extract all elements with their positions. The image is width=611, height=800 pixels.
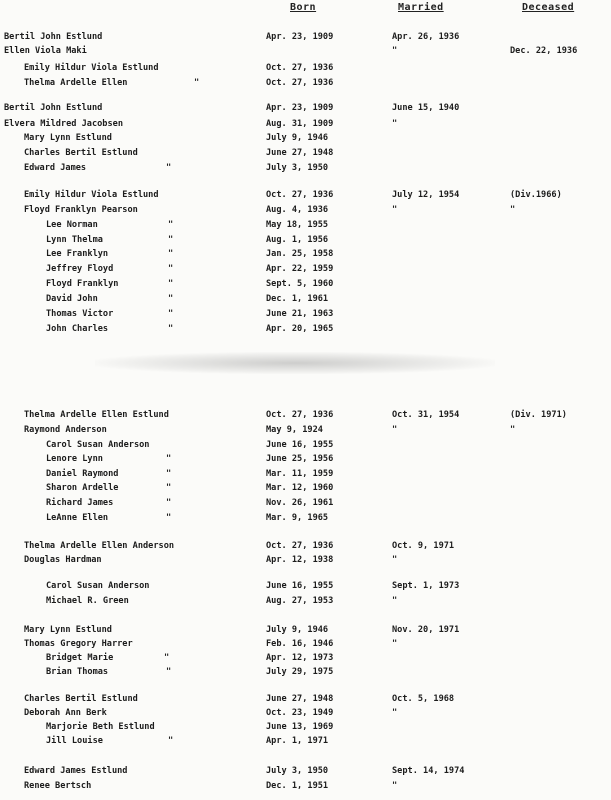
person-name: Lynn Thelma [46,235,103,245]
born-date: June 27, 1948 [266,148,334,158]
born-date: Mar. 12, 1960 [266,483,334,493]
table-row [0,44,611,58]
table-row [0,553,611,567]
person-name: Mary Lynn Estlund [24,625,112,635]
table-row [0,262,611,276]
born-date: Aug. 31, 1909 [266,119,334,129]
table-row [0,623,611,637]
born-date: Oct. 27, 1936 [266,190,334,200]
person-name: Bridget Marie [46,653,114,663]
married-date: Apr. 26, 1936 [392,32,460,42]
column-header-married: Married [398,2,444,13]
married-date: Oct. 31, 1954 [392,410,460,420]
table-row [0,692,611,706]
deceased-date: (Div.1966) [510,190,562,200]
person-name: Douglas Hardman [24,555,102,565]
person-name: Edward James Estlund [24,766,128,776]
table-row [0,408,611,422]
ditto-mark: " [166,483,172,493]
born-date: Apr. 1, 1971 [266,736,329,746]
born-date: Apr. 22, 1959 [266,264,334,274]
ditto-mark: " [168,249,174,259]
column-header-deceased: Deceased [522,2,575,13]
born-date: Mar. 11, 1959 [266,469,334,479]
table-row [0,764,611,778]
born-date: Oct. 27, 1936 [266,63,334,73]
person-name: Thelma Ardelle Ellen [24,78,128,88]
married-date: " [392,596,398,606]
person-name: Ellen Viola Maki [4,46,87,56]
born-date: Nov. 26, 1961 [266,498,334,508]
table-row [0,307,611,321]
table-row [0,292,611,306]
table-row [0,637,611,651]
table-row [0,481,611,495]
table-row [0,467,611,481]
married-date: " [392,205,398,215]
ditto-mark: " [166,163,172,173]
ditto-mark: " [166,667,172,677]
table-row [0,247,611,261]
person-name: Richard James [46,498,114,508]
ditto-mark: " [168,736,174,746]
person-name: Thomas Victor [46,309,114,319]
born-date: Oct. 27, 1936 [266,410,334,420]
born-date: June 25, 1956 [266,454,334,464]
married-date: Nov. 20, 1971 [392,625,460,635]
person-name: Bertil John Estlund [4,32,103,42]
table-row [0,161,611,175]
person-name: Jeffrey Floyd [46,264,114,274]
ditto-mark: " [166,498,172,508]
table-row [0,665,611,679]
ditto-mark: " [194,78,200,88]
married-date: " [392,639,398,649]
person-name: John Charles [46,324,109,334]
born-date: Dec. 1, 1951 [266,781,329,791]
born-date: Jan. 25, 1958 [266,249,334,259]
table-row [0,101,611,115]
person-name: LeAnne Ellen [46,513,109,523]
person-name: Floyd Franklyn Pearson [24,205,138,215]
person-name: David John [46,294,98,304]
married-date: Sept. 14, 1974 [392,766,465,776]
person-name: Lee Norman [46,220,98,230]
person-name: Daniel Raymond [46,469,119,479]
born-date: Oct. 27, 1936 [266,541,334,551]
ditto-mark: " [166,469,172,479]
born-date: Oct. 27, 1936 [266,78,334,88]
born-date: June 13, 1969 [266,722,334,732]
person-name: Brian Thomas [46,667,109,677]
person-name: Thelma Ardelle Ellen Anderson [24,541,175,551]
ditto-mark: " [164,653,170,663]
born-date: July 29, 1975 [266,667,334,677]
ditto-mark: " [168,309,174,319]
table-row [0,218,611,232]
table-row [0,131,611,145]
deceased-date: " [510,205,516,215]
ditto-mark: " [168,294,174,304]
born-date: May 18, 1955 [266,220,329,230]
table-row [0,76,611,90]
born-date: Dec. 1, 1961 [266,294,329,304]
born-date: Feb. 16, 1946 [266,639,334,649]
married-date: " [392,119,398,129]
table-row [0,720,611,734]
born-date: Aug. 4, 1936 [266,205,329,215]
table-row [0,579,611,593]
born-date: July 3, 1950 [266,766,329,776]
table-row [0,188,611,202]
person-name: Raymond Anderson [24,425,107,435]
table-row [0,706,611,720]
born-date: Apr. 23, 1909 [266,103,334,113]
married-date: " [392,46,398,56]
born-date: June 16, 1955 [266,440,334,450]
person-name: Emily Hildur Viola Estlund [24,63,159,73]
born-date: July 9, 1946 [266,133,329,143]
deceased-date: (Div. 1971) [510,410,567,420]
born-date: Aug. 27, 1953 [266,596,334,606]
table-row [0,511,611,525]
person-name: Mary Lynn Estlund [24,133,112,143]
married-date: " [392,555,398,565]
person-name: Emily Hildur Viola Estlund [24,190,159,200]
deceased-date: Dec. 22, 1936 [510,46,578,56]
person-name: Michael R. Green [46,596,129,606]
ditto-mark: " [168,235,174,245]
born-date: June 27, 1948 [266,694,334,704]
person-name: Thelma Ardelle Ellen Estlund [24,410,169,420]
table-row [0,203,611,217]
person-name: Renee Bertsch [24,781,92,791]
table-row [0,277,611,291]
born-date: May 9, 1924 [266,425,323,435]
born-date: July 9, 1946 [266,625,329,635]
person-name: Floyd Franklyn [46,279,119,289]
table-row [0,146,611,160]
person-name: Lenore Lynn [46,454,103,464]
person-name: Bertil John Estlund [4,103,103,113]
born-date: Mar. 9, 1965 [266,513,329,523]
person-name: Deborah Ann Berk [24,708,107,718]
ditto-mark: " [168,264,174,274]
born-date: Aug. 1, 1956 [266,235,329,245]
person-name: Edward James [24,163,87,173]
married-date: Oct. 9, 1971 [392,541,455,551]
table-row [0,438,611,452]
born-date: Sept. 5, 1960 [266,279,334,289]
ditto-mark: " [168,279,174,289]
married-date: " [392,781,398,791]
person-name: Thomas Gregory Harrer [24,639,133,649]
born-date: Apr. 12, 1938 [266,555,334,565]
person-name: Sharon Ardelle [46,483,119,493]
person-name: Lee Franklyn [46,249,109,259]
married-date: July 12, 1954 [392,190,460,200]
table-row [0,322,611,336]
paper-smudge [95,352,495,374]
person-name: Carol Susan Anderson [46,581,150,591]
column-header-born: Born [290,2,317,13]
born-date: June 16, 1955 [266,581,334,591]
person-name: Jill Louise [46,736,103,746]
person-name: Charles Bertil Estlund [24,148,138,158]
person-name: Carol Susan Anderson [46,440,150,450]
table-row [0,496,611,510]
table-row [0,423,611,437]
person-name: Marjorie Beth Estlund [46,722,155,732]
ditto-mark: " [168,220,174,230]
table-row [0,452,611,466]
married-date: Oct. 5, 1968 [392,694,455,704]
married-date: June 15, 1940 [392,103,460,113]
born-date: Oct. 23, 1949 [266,708,334,718]
table-row [0,30,611,44]
deceased-date: " [510,425,516,435]
table-row [0,594,611,608]
table-row [0,734,611,748]
born-date: Apr. 12, 1973 [266,653,334,663]
born-date: June 21, 1963 [266,309,334,319]
ditto-mark: " [166,513,172,523]
table-row [0,233,611,247]
born-date: Apr. 23, 1909 [266,32,334,42]
table-row [0,539,611,553]
table-row [0,779,611,793]
ditto-mark: " [168,324,174,334]
table-row [0,117,611,131]
table-row [0,651,611,665]
born-date: July 3, 1950 [266,163,329,173]
person-name: Elvera Mildred Jacobsen [4,119,123,129]
ditto-mark: " [166,454,172,464]
married-date: " [392,708,398,718]
table-row [0,61,611,75]
married-date: Sept. 1, 1973 [392,581,460,591]
born-date: Apr. 20, 1965 [266,324,334,334]
person-name: Charles Bertil Estlund [24,694,138,704]
married-date: " [392,425,398,435]
